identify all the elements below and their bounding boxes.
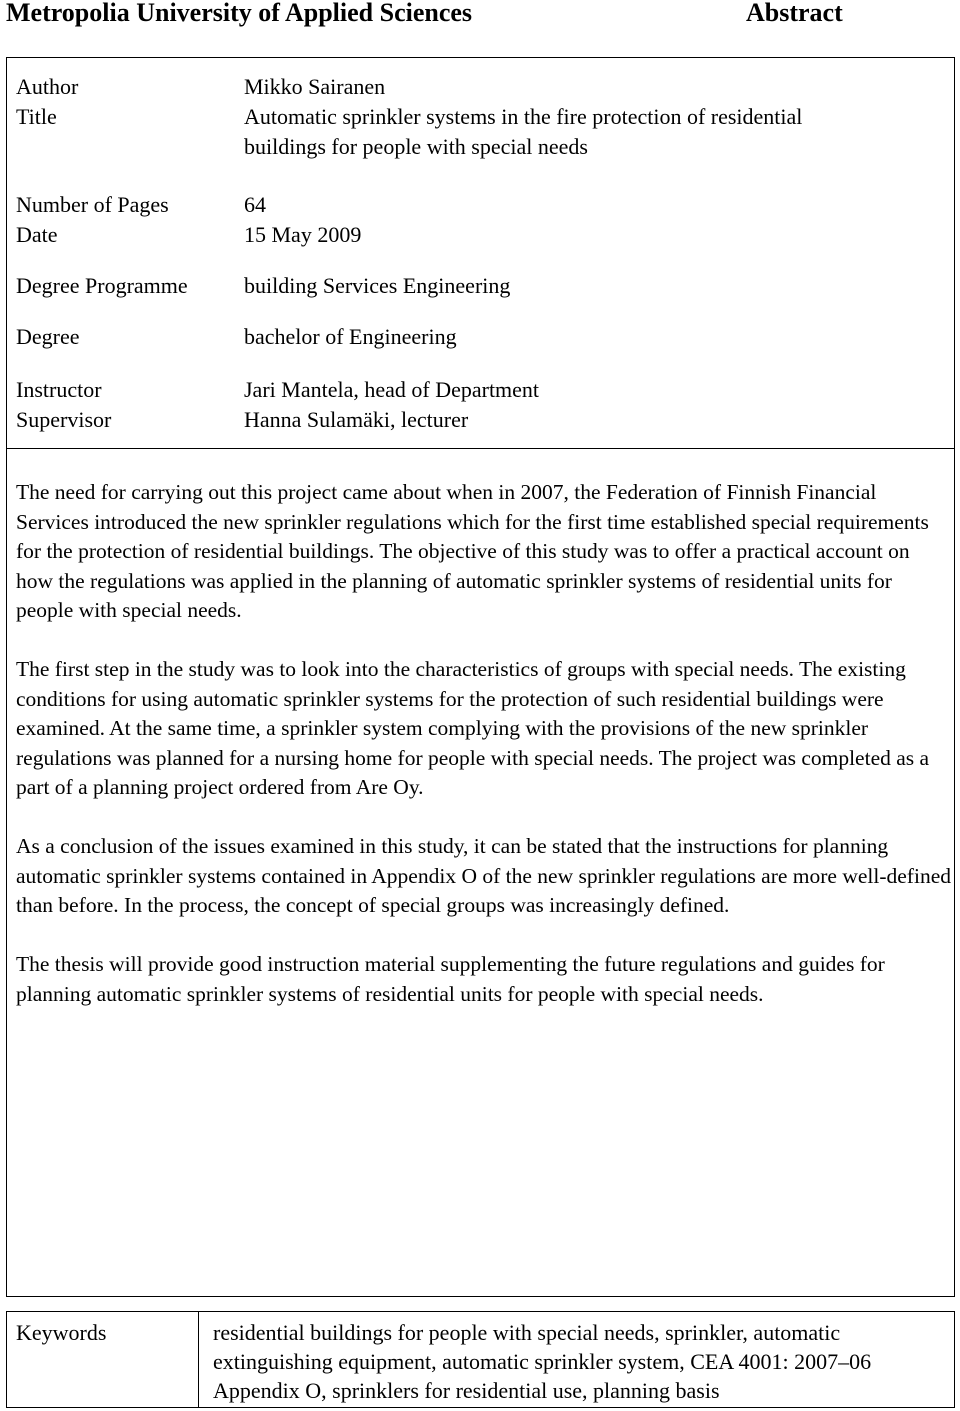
degree-label: Degree (16, 324, 80, 349)
date-label: Date (16, 222, 58, 247)
abstract-paragraph: As a conclusion of the issues examined in this study, it can be stated that the instructions for planning automatic sprinkler systems contained in Appendix O of the new sprinkler regulations are more well-defined than before. In the process, the concept of special groups was increasingly defined. (16, 834, 951, 917)
page-header (6, 0, 956, 30)
abstract-frame (6, 57, 955, 1297)
abstract-paragraph: The thesis will provide good instruction material supplementing the future regulations and guides for planning automatic sprinkler systems of residential units for people with special needs. (16, 952, 885, 1006)
supervisor-label: Supervisor (16, 407, 112, 432)
abstract-body (16, 478, 951, 1039)
instructor-label: Instructor (16, 377, 102, 402)
degree-value: bachelor of Engineering (244, 324, 457, 349)
title-label: Title (16, 104, 57, 129)
keywords-value: residential buildings for people with special needs, sprinkler, automatic extinguishing equipment, automatic sprinkler system, CEA 4001: 2007–06 Appendix O, sprinklers for residential use, planning basis (213, 1320, 872, 1403)
date-value: 15 May 2009 (244, 222, 362, 247)
programme-label: Degree Programme (16, 273, 188, 298)
pages-value: 64 (244, 192, 266, 217)
abstract-paragraph: The need for carrying out this project came about when in 2007, the Federation of Finnish Financial Services introduced the new sprinkler regulations which for the first time established special requirements for the protection of residential buildings. The objective of this study was to offer a practical account on how the regulations was applied in the planning of automatic sprinkler systems of residential units for people with special needs. (16, 480, 929, 622)
author-label: Author (16, 74, 79, 99)
author-value: Mikko Sairanen (244, 74, 386, 99)
instructor-value: Jari Mantela, head of Department (244, 377, 540, 402)
title-value-line1: Automatic sprinkler systems in the fire protection of residential (244, 104, 803, 129)
programme-value: building Services Engineering (244, 273, 511, 298)
abstract-paragraph: The first step in the study was to look into the characteristics of groups with special needs. The existing conditions for using automatic sprinkler systems for the protection of such residential buildings were examined. At the same time, a sprinkler system complying with the provisions of the new sprinkler regulations was planned for a nursing home for people with special needs. The project was completed as a part of a planning project ordered from Are Oy. (16, 657, 930, 799)
metadata-divider (7, 448, 954, 449)
keywords-divider (198, 1312, 199, 1407)
university-name: Metropolia University of Applied Sciences (6, 0, 473, 27)
keywords-label: Keywords (16, 1320, 107, 1345)
keywords-table (6, 1311, 955, 1408)
document-type: Abstract (746, 0, 843, 27)
supervisor-value: Hanna Sulamäki, lecturer (244, 407, 469, 432)
title-value-line2: buildings for people with special needs (244, 134, 588, 159)
pages-label: Number of Pages (16, 192, 169, 217)
